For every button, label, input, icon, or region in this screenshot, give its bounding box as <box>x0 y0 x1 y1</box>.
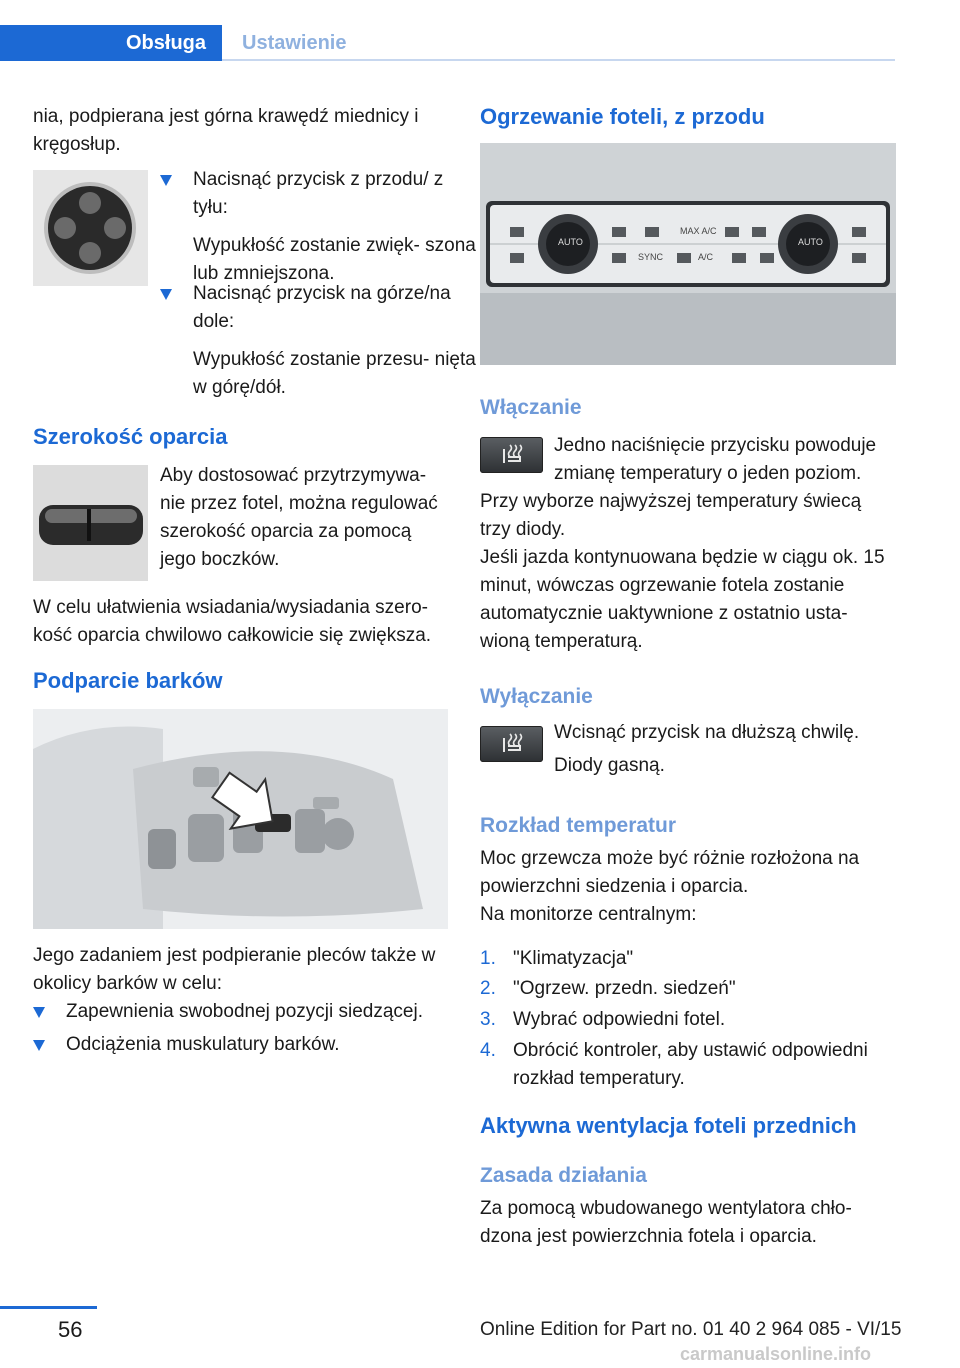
triangle-bullet-icon <box>160 175 172 186</box>
backrest-width-text: Aby dostosować przytrzymywa‐ nie przez fotel, można regulować szerokość oparcia za pomocą jego boczków. <box>160 465 438 570</box>
edition-info: Online Edition for Part no. 01 40 2 964 085 - VI/15 <box>480 1319 902 1340</box>
list-item <box>160 280 483 412</box>
step-number: 3. <box>480 1009 496 1030</box>
triangle-bullet-icon <box>160 289 172 300</box>
seat-heating-button-icon <box>480 437 543 473</box>
list-item <box>480 1037 896 1093</box>
list-item-result: Wypukłość zostanie zwięk‐ szona lub zmniejszona. <box>193 235 476 284</box>
heading-zasada-dzialania: Zasada działania <box>480 1164 647 1187</box>
panel-label: AUTO <box>798 237 823 247</box>
backrest-width-button-image <box>33 465 148 581</box>
shoulder-text: Jego zadaniem jest podpieranie pleców także w okolicy barków w celu: <box>33 945 436 994</box>
header-divider <box>222 59 895 61</box>
off-text-2: Diody gasną. <box>554 755 665 776</box>
list-item <box>480 945 896 973</box>
list-item <box>160 166 483 298</box>
tab-obsluga[interactable]: Obsługa <box>0 25 222 61</box>
step-number: 2. <box>480 978 496 999</box>
heading-szerokosc-oparcia: Szerokość oparcia <box>33 424 228 449</box>
step-text: "Klimatyzacja" <box>513 948 634 969</box>
step-text: "Ogrzew. przedn. siedzeń" <box>513 978 736 999</box>
heading-podparcie-barkow: Podparcie barków <box>33 668 223 693</box>
watermark: carmanualsonline.info <box>680 1344 872 1364</box>
seat-controls-image <box>33 709 448 929</box>
page-number: 56 <box>58 1317 83 1342</box>
panel-label: A/C <box>698 252 714 262</box>
seat-heating-button-icon <box>480 726 543 762</box>
step-text: Wybrać odpowiedni fotel. <box>513 1009 726 1030</box>
tab-ustawienie[interactable]: Ustawienie <box>242 32 347 54</box>
footer-divider <box>0 1306 97 1309</box>
triangle-bullet-icon <box>33 1007 45 1018</box>
principle-text: Za pomocą wbudowanego wentylatora chło‐ dzona jest powierzchnia fotela i oparcia. <box>480 1198 852 1247</box>
heading-wylaczanie: Wyłączanie <box>480 685 593 708</box>
list-item <box>33 1031 481 1059</box>
list-item-result: Wypukłość zostanie przesu‐ nięta w górę/dół. <box>193 349 476 398</box>
on-text: Jedno naciśnięcie przycisku powoduje zmianę temperatury o jeden poziom. <box>554 435 877 484</box>
intro-text: nia, podpierana jest górna krawędź miednicy i kręgosłup. <box>33 106 419 155</box>
step-number: 1. <box>480 948 496 969</box>
heading-wlaczanie: Włączanie <box>480 396 582 419</box>
list-item <box>480 975 896 1003</box>
on-paragraph-3: Jeśli jazda kontynuowana będzie w ciągu ok. 15 minut, wówczas ogrzewanie fotela zostanie automatycznie uaktywnione z ostatnio usta‐ wioną temperaturą. <box>480 547 885 652</box>
list-item-action: Nacisnąć przycisk na górze/na dole: <box>193 283 451 332</box>
step-number: 4. <box>480 1040 496 1061</box>
heading-rozklad-temperatur: Rozkład temperatur <box>480 814 677 837</box>
list-item <box>33 998 481 1026</box>
panel-label: SYNC <box>638 252 664 262</box>
panel-label: AUTO <box>558 237 583 247</box>
backrest-width-note: W celu ułatwienia wsiadania/wysiadania szero‐ kość oparcia chwilowo całkowicie się zwiększa. <box>33 597 432 646</box>
climate-panel-image <box>480 143 896 365</box>
header-tabs <box>0 25 895 61</box>
list-item <box>480 1006 896 1034</box>
dist-text: Moc grzewcza może być różnie rozłożona na powierzchni siedzenia i oparcia. <box>480 848 860 897</box>
list-item-label: Odciążenia muskulatury barków. <box>66 1034 340 1055</box>
triangle-bullet-icon <box>33 1040 45 1051</box>
list-item-label: Zapewnienia swobodnej pozycji siedzącej. <box>66 1001 423 1022</box>
off-text: Wcisnąć przycisk na dłuższą chwilę. <box>554 722 860 743</box>
on-paragraph-2: Przy wyborze najwyższej temperatury świecą trzy diody. <box>480 491 862 540</box>
list-item-action: Nacisnąć przycisk z przodu/ z tyłu: <box>193 169 444 218</box>
lumbar-button-image <box>33 170 148 286</box>
heading-aktywna-wentylacja: Aktywna wentylacja foteli przednich <box>480 1113 857 1138</box>
heading-ogrzewanie-foteli: Ogrzewanie foteli, z przodu <box>480 104 765 129</box>
panel-label: MAX A/C <box>680 226 717 236</box>
step-text: Obrócić kontroler, aby ustawić odpowiedni rozkład temperatury. <box>513 1040 868 1089</box>
dist-text-2: Na monitorze centralnym: <box>480 904 697 925</box>
